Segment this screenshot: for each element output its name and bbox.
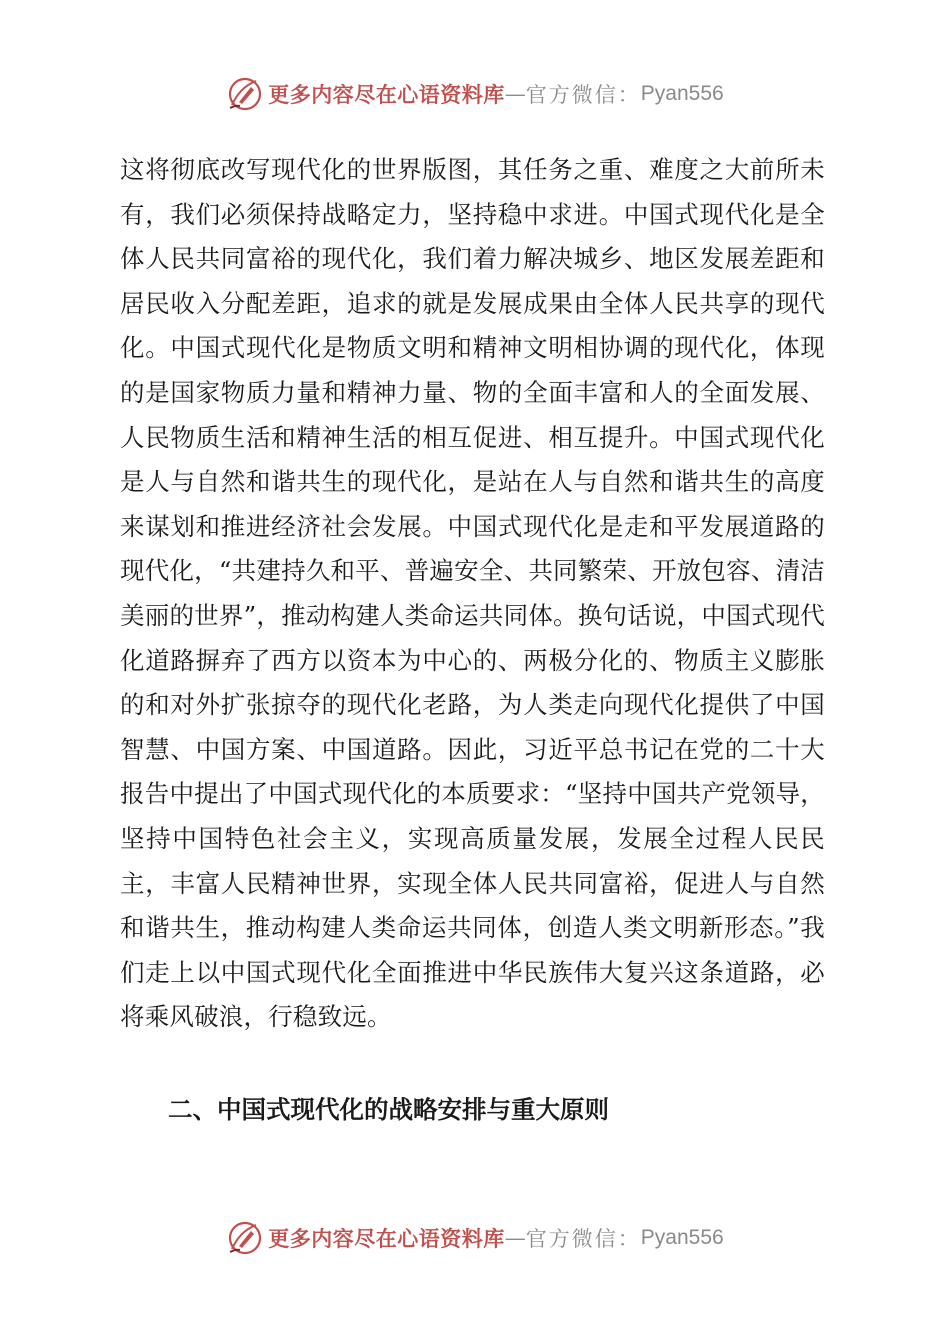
pen-logo-icon <box>226 1219 264 1257</box>
header-separator: — <box>504 82 526 106</box>
header-wechat-id: Pyan556 <box>640 82 724 105</box>
footer-separator: — <box>504 1226 526 1250</box>
pen-logo-icon <box>226 75 264 113</box>
body-paragraph: 这将彻底改写现代化的世界版图，其任务之重、难度之大前所未有，我们必须保持战略定力，坚持稳中求进。中国式现代化是全体人民共同富裕的现代化，我们着力解决城乡、地区发展差距和居民收入分配差距，追求的就是发展成果由全体人民共享的现代化。中国式现代化是物质文明和精神文明相协调的现代化，体现的是国家物质力量和精神力量、物的全面丰富和人的全面发展、人民物质生活和精神生活的相互促进、相互提升。中国式现代化是人与自然和谐共生的现代化，是站在人与自然和谐共生的高度来谋划和推进经济社会发展。中国式现代化是走和平发展道路的现代化，“共建持久和平、普遍安全、共同繁荣、开放包容、清洁美丽的世界”，推动构建人类命运共同体。换句话说，中国式现代化道路摒弃了西方以资本为中心的、两极分化的、物质主义膨胀的和对外扩张掠夺的现代化老路，为人类走向现代化提供了中国智慧、中国方案、中国道路。因此，习近平总书记在党的二十大报告中提出了中国式现代化的本质要求：“坚持中国共产党领导，坚持中国特色社会主义，实现高质量发展，发展全过程人民民主，丰富人民精神世界，实现全体人民共同富裕，促进人与自然和谐共生，推动构建人类命运共同体，创造人类文明新形态。”我们走上以中国式现代化全面推进中华民族伟大复兴这条道路，必将乘风破浪，行稳致远。 <box>120 155 825 1032</box>
footer-wechat-id: Pyan556 <box>640 1226 724 1249</box>
header-wechat-label: 官方微信： <box>525 83 641 107</box>
header-banner <box>0 74 950 114</box>
footer-wechat-label: 官方微信： <box>525 1227 641 1251</box>
section-heading: 二、中国式现代化的战略安排与重大原则 <box>168 1095 609 1124</box>
footer-banner <box>0 1218 950 1258</box>
header-site-text: 更多内容尽在心语资料库 <box>268 82 505 107</box>
footer-site-text: 更多内容尽在心语资料库 <box>268 1226 505 1251</box>
